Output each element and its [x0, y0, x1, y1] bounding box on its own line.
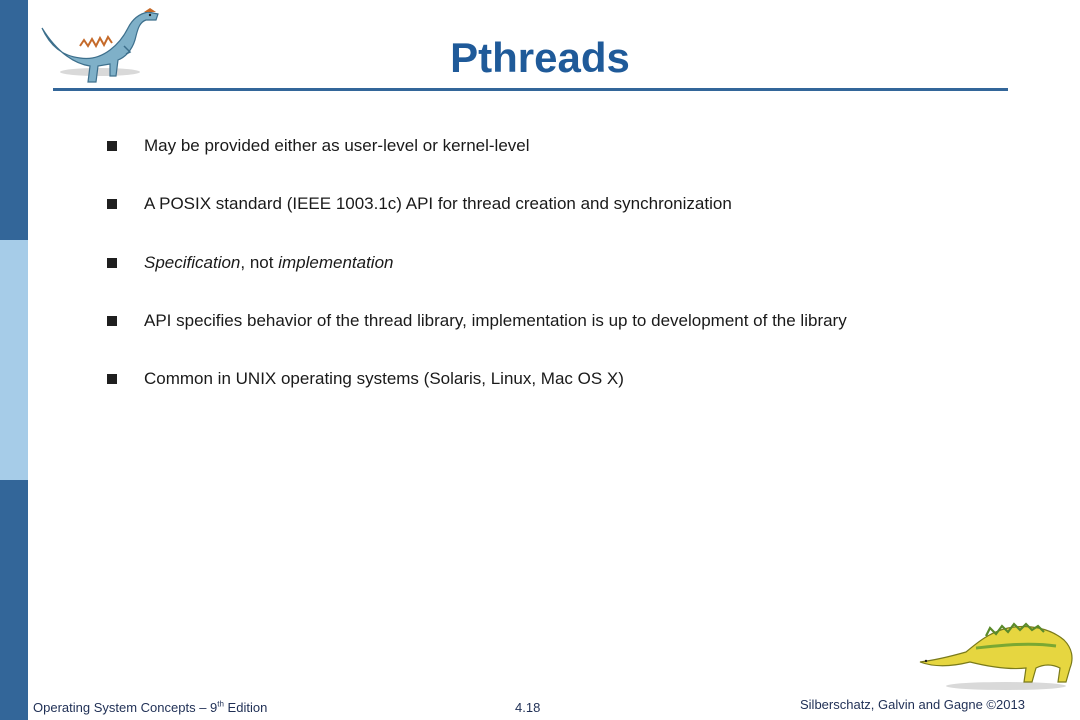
bullet-item	[107, 251, 1007, 275]
slide-title: Pthreads	[450, 34, 630, 81]
square-bullet-icon	[107, 316, 117, 326]
footer-book-title	[33, 700, 267, 715]
footer-book-suffix: Edition	[223, 700, 268, 715]
bullet-text: API specifies behavior of the thread library, implementation is up to development of the library	[144, 311, 847, 330]
footer-book-sup: th	[217, 699, 224, 709]
dinosaur-logo-icon	[916, 612, 1076, 692]
bullet-text: Common in UNIX operating systems (Solaris, Linux, Mac OS X)	[144, 369, 624, 388]
bullet-item	[107, 309, 1007, 333]
bullet-text: A POSIX standard (IEEE 1003.1c) API for thread creation and synchronization	[144, 194, 732, 213]
footer-page-number: 4.18	[515, 700, 541, 715]
bullet-text: May be provided either as user-level or kernel-level	[144, 136, 530, 155]
emphasis-implementation: implementation	[278, 253, 394, 272]
square-bullet-icon	[107, 258, 117, 268]
bullet-item	[107, 192, 1007, 216]
bullet-item	[107, 367, 1007, 391]
footer-authors: Silberschatz, Galvin and Gagne ©2013	[800, 697, 1025, 712]
bullet-text-middle: , not	[240, 253, 279, 272]
emphasis-specification: Specification	[144, 253, 241, 272]
footer-book-prefix: Operating System Concepts – 9	[33, 700, 218, 715]
bullet-text	[144, 253, 393, 273]
square-bullet-icon	[107, 199, 117, 209]
square-bullet-icon	[107, 374, 117, 384]
bullet-item	[107, 134, 1007, 158]
square-bullet-icon	[107, 141, 117, 151]
